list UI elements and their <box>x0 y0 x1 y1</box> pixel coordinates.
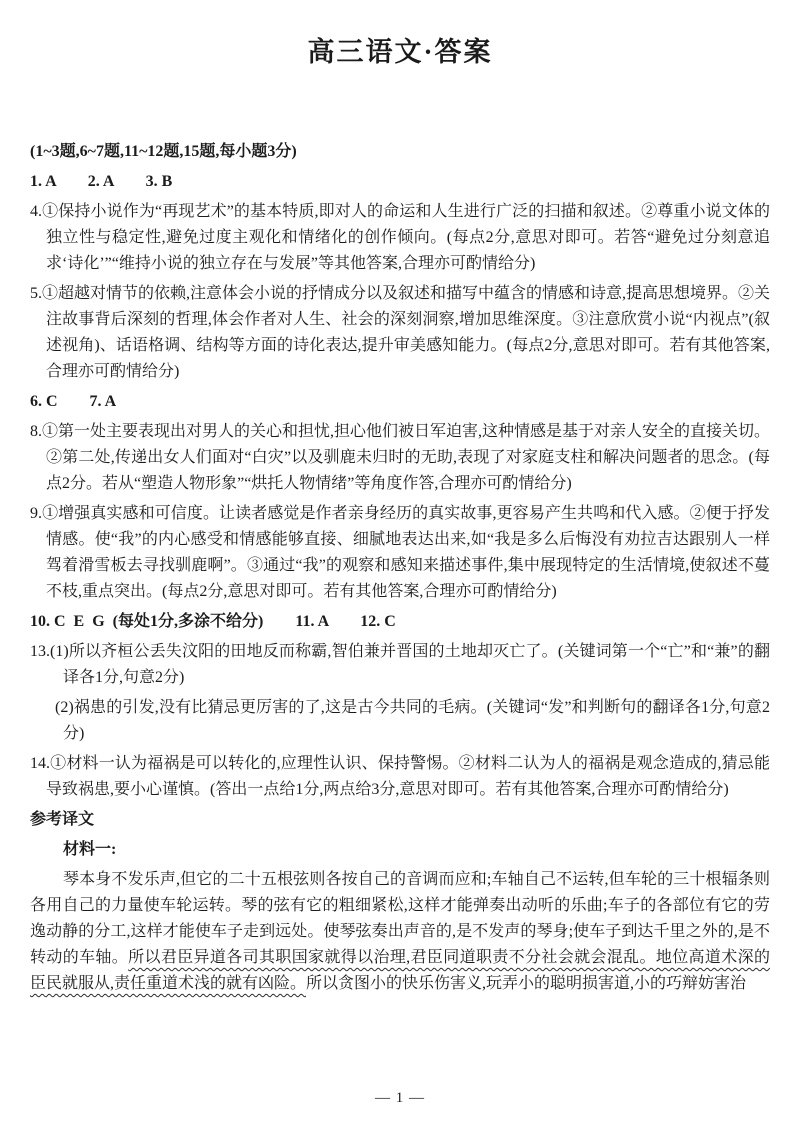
reference-translation-heading <box>30 807 770 833</box>
text-segment: 材料一: <box>63 841 117 858</box>
page-number: — 1 — <box>375 1090 425 1106</box>
answer-8 <box>30 419 770 497</box>
document-title: 高三语文·答案 <box>307 37 493 67</box>
answers-1-to-3 <box>30 169 770 195</box>
scoring-note <box>30 139 770 165</box>
text-segment: 1. A 2. A 3. B <box>30 173 173 190</box>
text-segment: (1~3题,6~7题,11~12题,15题,每小题3分) <box>30 143 297 160</box>
answer-5 <box>30 281 770 385</box>
answer-13-1 <box>30 639 770 691</box>
answers-6-to-7 <box>30 389 770 415</box>
answer-13-2 <box>55 695 770 747</box>
wavy-underlined-text: 所以君臣异道各司其职国家就得以治理,君臣同道职责不分社会就会混乱。地位高道术深的臣民就服从,责任重道术浅的就有凶险。 <box>30 949 770 992</box>
text-segment: 8.①第一处主要表现出对男人的关心和担忧,担心他们被日军迫害,这种情感是基于对亲人安全的直接关切。②第二处,传递出女人们面对“白灾”以及驯鹿未归时的无助,表现了对家庭支柱和解决问题者的思念。(每点2分。若从“塑造人物形象”“烘托人物情绪”等角度作答,合理亦可酌情给分) <box>30 423 771 492</box>
material-1-translation <box>30 867 770 997</box>
text-segment: 4.①保持小说作为“再现艺术”的基本特质,即对人的命运和人生进行广泛的扫描和叙述。②尊重小说文体的独立性与稳定性,避免过度主观化和情绪化的创作倾向。(每点2分,意思对即可。若答“避免过分刻意追求‘诗化’”“维持小说的独立存在与发展”等其他答案,合理亦可酌情给分) <box>30 203 770 272</box>
text-segment: 所以贪图小的快乐伤害义,玩弄小的聪明损害道,小的巧辩妨害治 <box>306 975 747 992</box>
answer-4 <box>30 199 770 277</box>
text-segment: 琴本身不发乐声,但它的二十五根弦则各按自己的音调而应和;车轴自己不运转,但车轮的三十根辐条则各用自己的力量使车轮运转。琴的弦有它的粗细紧松,这样才能弹奏出动听的乐曲;车子的各部位有它的劳逸动静的分工,这样才能使车子走到远处。使琴弦奏出声音的,是不发声的琴身;使车子到达千里之外的,是不转动的车轴。 <box>30 871 770 966</box>
text-segment: 参考译文 <box>30 811 95 828</box>
text-segment: 14.①材料一认为福祸是可以转化的,应理性认识、保持警惕。②材料二认为人的福祸是观念造成的,猜忌能导致祸患,要小心谨慎。(答出一点给1分,两点给3分,意思对即可。若有其他答案,合理亦可酌情给分) <box>30 755 770 798</box>
text-segment: 10. C E G (每处1分,多涂不给分) 11. A 12. C <box>30 613 396 630</box>
answer-14 <box>30 751 770 803</box>
answers-10-to-12 <box>30 609 770 635</box>
text-segment: 6. C 7. A <box>30 393 117 410</box>
text-segment: 9.①增强真实感和可信度。让读者感觉是作者亲身经历的真实故事,更容易产生共鸣和代入感。②便于抒发情感。使“我”的内心感受和情感能够直接、细腻地表达出来,如“我是多么后悔没有劝拉吉达跟别人一样驾着滑雪板去寻找驯鹿啊”。③通过“我”的观察和感知来描述事件,集中展现特定的生活情境,使叙述不蔓不枝,重点突出。(每点2分,意思对即可。若有其他答案,合理亦可酌情给分) <box>30 505 770 600</box>
text-segment: 13.(1)所以齐桓公丢失汶阳的田地反而称霸,智伯兼并晋国的土地却灭亡了。(关键词第一个“亡”和“兼”的翻译各1分,句意2分) <box>30 643 770 686</box>
text-segment: 5.①超越对情节的依赖,注意体会小说的抒情成分以及叙述和描写中蕴含的情感和诗意,提高思想境界。②关注故事背后深刻的哲理,体会作者对人生、社会的深刻洞察,增加思维深度。③注意欣赏小说“内视点”(叙述视角)、话语格调、结构等方面的诗化表达,提升审美感知能力。(每点2分,意思对即可。若有其他答案,合理亦可酌情给分) <box>30 285 771 380</box>
text-segment: (2)祸患的引发,没有比猜忌更厉害的了,这是古今共同的毛病。(关键词“发”和判断句的翻译各1分,句意2分) <box>55 699 770 742</box>
material-1-label <box>30 837 770 863</box>
answer-9 <box>30 501 770 605</box>
answer-content <box>0 69 800 997</box>
